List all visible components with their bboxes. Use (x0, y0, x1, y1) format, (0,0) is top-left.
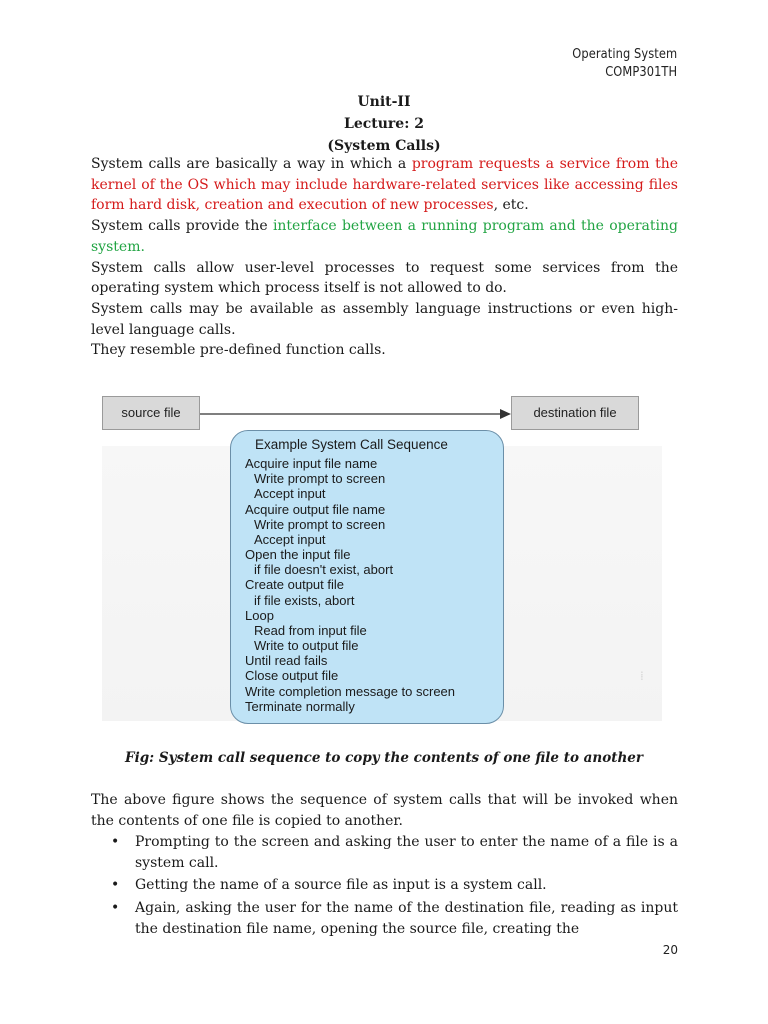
system-call-figure (102, 386, 674, 730)
sequence-step: Read from input file (254, 622, 367, 638)
sequence-step: Loop (245, 607, 274, 623)
text-run: System calls are basically a way in which a (91, 156, 412, 172)
text-run: , etc. (493, 197, 529, 214)
sequence-step: Acquire input file name (245, 456, 378, 472)
text-run: System calls provide the (91, 218, 273, 235)
page-header (558, 46, 677, 82)
topic-title: (System Calls) (327, 138, 441, 154)
highlight-red: program requests a service from the kernel of the OS which may include hardware-related services like accessing files form hard disk, creation and execution of new processes (91, 156, 679, 214)
sequence-step: Open the input file (245, 547, 351, 563)
sequence-step: Accept input (254, 486, 326, 502)
sequence-box (230, 430, 504, 724)
sequence-title: Example System Call Sequence (255, 437, 448, 452)
source-file-box: source file (102, 396, 200, 430)
arrow-icon (200, 404, 512, 424)
sequence-step: Write to output file (254, 638, 359, 654)
list-item (91, 832, 678, 873)
sequence-step: Acquire output file name (245, 501, 386, 517)
list-item-text: Again, asking the user for the name of the destination file, reading as input the destination file name, opening the source file, creating the (135, 900, 678, 937)
intro-paragraph-5: They resemble pre-defined function calls. (91, 342, 386, 359)
bullet-icon: • (111, 877, 120, 894)
sequence-step: Write prompt to screen (254, 516, 386, 532)
bullet-icon: • (111, 900, 120, 917)
sequence-step: if file doesn't exist, abort (254, 562, 394, 578)
course-code: COMP301TH (605, 65, 677, 80)
list-item-text: Getting the name of a source file as input is a system call. (135, 877, 547, 894)
sequence-step: Terminate normally (245, 698, 355, 714)
bullet-icon: • (111, 834, 120, 850)
sequence-step: Until read fails (245, 653, 328, 669)
intro-paragraph-1 (91, 154, 678, 216)
bullet-list (91, 832, 678, 942)
page-number: 20 (662, 943, 678, 957)
sequence-step: Close output file (245, 668, 339, 684)
sequence-step: Accept input (254, 531, 326, 547)
list-item-text: Prompting to the screen and asking the user to enter the name of a file is a system call. (135, 834, 678, 871)
outro-section (91, 790, 678, 831)
figure-caption: Fig: System call sequence to copy the contents of one file to another (125, 750, 643, 766)
intro-section (91, 154, 678, 361)
highlight-green: interface between a running program and the operating system. (91, 218, 678, 255)
sequence-step: if file exists, abort (254, 592, 355, 608)
lecture-titles (0, 91, 768, 157)
scan-artifact-icon: ⁞ (640, 669, 644, 683)
sequence-step: Write prompt to screen (254, 471, 386, 487)
sequence-step: Create output file (245, 577, 345, 593)
outro-paragraph-1: The above figure shows the sequence of system calls that will be invoked when the contents of one file is copied to another. (91, 792, 678, 829)
list-item (91, 898, 678, 939)
intro-paragraph-4: System calls may be available as assembly language instructions or even high-level language calls. (91, 300, 678, 338)
sequence-step: Write completion message to screen (245, 683, 456, 699)
intro-paragraph-2 (91, 216, 678, 257)
course-name: Operating System (572, 47, 677, 62)
destination-file-box: destination file (511, 396, 639, 430)
unit-title: Unit-II (357, 94, 411, 110)
intro-paragraph-3: System calls allow user-level processes to request some services from the operating system which process itself is not allowed to do. (91, 259, 678, 297)
list-item (91, 875, 678, 896)
lecture-title: Lecture: 2 (344, 116, 424, 132)
